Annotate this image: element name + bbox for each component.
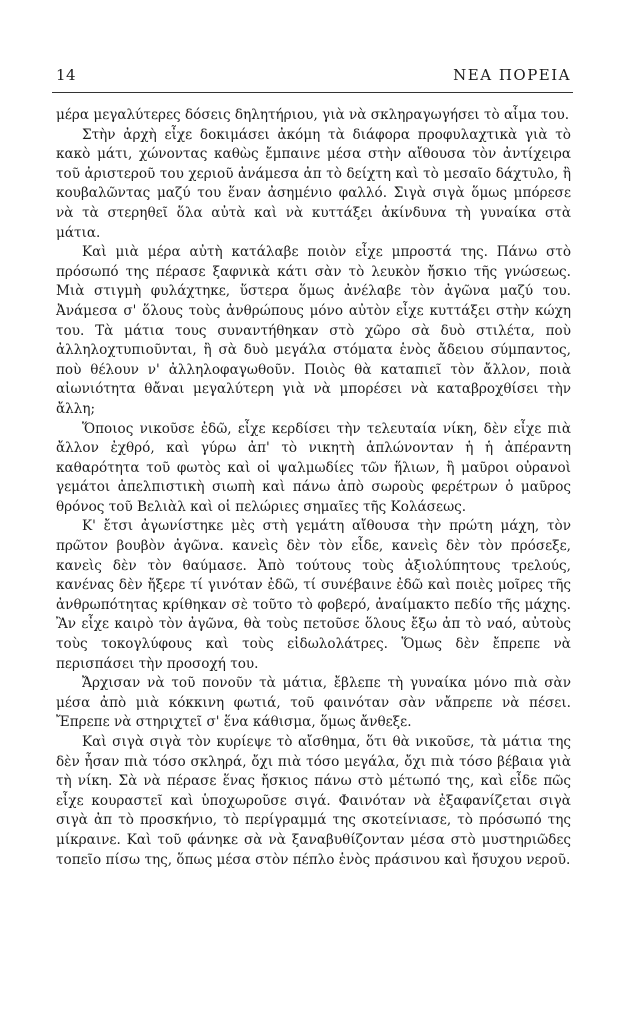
paragraph-continuation: μέρα μεγαλύτερες δόσεις δηλητήριου, γιὰ νὰ σκληραγωγήσει τὸ αἷμα του. [56,107,570,123]
paragraph: Κ' ἔτσι ἀγωνίστηκε μὲς στὴ γεμάτη αἴθουσα τὴν πρώτη μάχη, τὸν πρῶτον βουβὸν ἀγῶνα. κανεὶς δὲν τὸν εἶδε, κανεὶς δὲν τὸν πρόσεξε, κανεὶς δὲν τὸν θαύμασε. Ἀπὸ τούτους τοὺς ἀξιολύπητους τρελούς, κανένας δὲν ἤξερε τί γινόταν ἐδῶ, τί συνέβαινε ἐδῶ καὶ ποιὲς μοῖρες τῆς ἀνθρωπότητας κρίθηκαν σὲ τοῦτο τὸ φοβερό, ἀναίμακτο πεδίο τῆς μάχης. Ἂν εἶχε καιρὸ τὸν ἀγῶνα, θὰ τοὺς πετοῦσε ὅλους ἔξω ἀπ τὸ ναό, αὐτοὺς τοὺς τοκογλύφους καὶ τοὺς εἰδωλολάτρες. Ὅμως δὲν ἔπρεπε νὰ περισπάσει τὴν προσοχή του. [56,518,571,672]
header-rule [52,92,573,93]
paragraph: Ὅποιος νικοῦσε ἐδῶ, εἶχε κερδίσει τὴν τελευταία νίκη, δὲν εἶχε πιὰ ἄλλον ἐχθρό, καὶ γύρω ἀπ' τὸ νικητὴ ἁπλώνονταν ἡ ἡ ἀπέραντη καθαρότητα τοῦ φωτὸς καὶ οἱ ψαλμωδίες τῶν ἥλιων, ἢ μαῦροι οὐρανοὶ γεμάτοι ἀπελπιστικὴ σιωπὴ καὶ πάνω ἀπὸ σωροὺς φερέτρων ὁ μαῦρος θρόνος τοῦ Βελιὰλ καὶ οἱ πελώριες σημαῖες τῆς Κολάσεως. [56,420,571,515]
body-text [56,106,571,870]
paragraph: Στὴν ἀρχὴ εἶχε δοκιμάσει ἀκόμη τὰ διάφορα προφυλαχτικὰ γιὰ τὸ κακὸ μάτι, χώνοντας καθὼς ἔμπαινε μέσα στὴν αἴθουσα τὸν ἀντίχειρα τοῦ ἀριστεροῦ του χεριοῦ ἀνάμεσα ἀπ τὸ δείχτη καὶ τὸ μεσαῖο δάχτυλο, ἢ κουβαλῶντας μαζύ του ἕναν ἀσημένιο φαλλό. Σιγὰ σιγὰ ὅμως μπόρεσε νὰ τὰ στερηθεῖ ὅλα αὐτὰ καὶ νὰ κυττάξει ἀκίνδυνα τὴ γυναίκα στὰ μάτια. [56,126,571,241]
page-header [56,66,571,88]
paragraph: Ἄρχισαν νὰ τοῦ πονοῦν τὰ μάτια, ἔβλεπε τὴ γυναίκα μόνο πιὰ σὰν μέσα ἀπὸ μιὰ κόκκινη φωτιά, τοῦ φαινόταν σὰν νἄπρεπε νὰ πέσει. Ἔπρεπε νὰ στηριχτεῖ σ' ἕνα κάθισμα, ὅμως ἄνθεξε. [56,675,571,731]
paragraph: Καὶ μιὰ μέρα αὐτὴ κατάλαβε ποιὸν εἶχε μπροστά της. Πάνω στὸ πρόσωπό της πέρασε ξαφνικὰ κάτι σὰν τὸ λευκὸν ἤσκιο τῆς γνώσεως. Μιὰ στιγμὴ φυλάχτηκε, ὕστερα ὅμως ἀνέλαβε τὸν ἀγῶνα μαζύ του. Ἀνάμεσα σ' ὅλους τοὺς ἀνθρώπους μόνο αὐτὸν εἶχε κυττάξει στὴν κώχη του. Τὰ μάτια τους συναντήθηκαν στὸ χῶρο σὰ δυὸ στιλέτα, ποὺ ἀλληλοχτυπιοῦνται, ἢ σὰ δυὸ μεγάλα στόματα ἑνὸς ἄδειου σύμπαντος, ποὺ θέλουν ν' ἀλληλοφαγωθοῦν. Ποιὸς θὰ καταπιεῖ τὸν ἄλλον, ποιὰ αἰωνιότητα θἄναι μεγαλύτερη γιὰ νὰ μπορέσει νὰ καταβροχθίσει τὴν ἄλλη; [56,244,571,417]
page-number: 14 [56,66,77,84]
running-head: ΝΕΑ ΠΟΡΕΙΑ [453,66,571,84]
paragraph: Καὶ σιγὰ σιγὰ τὸν κυρίεψε τὸ αἴσθημα, ὅτι θὰ νικοῦσε, τὰ μάτια της δὲν ἦσαν πιὰ τόσο σκληρά, ὄχι πιὰ τόσο μεγάλα, ὄχι πιὰ τόσο βέβαια γιὰ τὴ νίκη. Σὰ νὰ πέρασε ἕνας ἤσκιος πάνω στὸ μέτωπό της, καὶ εἶδε πῶς εἶχε κουραστεῖ καὶ ὑποχωροῦσε σιγά. Φαινόταν νὰ ἐξαφανίζεται σιγὰ σιγὰ ἀπ τὸ προσκήνιο, τὸ περίγραμμά της σκοτείνιασε, τὸ πρόσωπό της μίκραινε. Καὶ τοῦ φάνηκε σὰ νὰ ξαναβυθίζονταν μέσα στὸ μυστηριῶδες τοπεῖο πίσω της, ὅπως μέσα στὸν πέπλο ἑνὸς πράσινου καὶ ἤσυχου νεροῦ. [56,734,571,868]
